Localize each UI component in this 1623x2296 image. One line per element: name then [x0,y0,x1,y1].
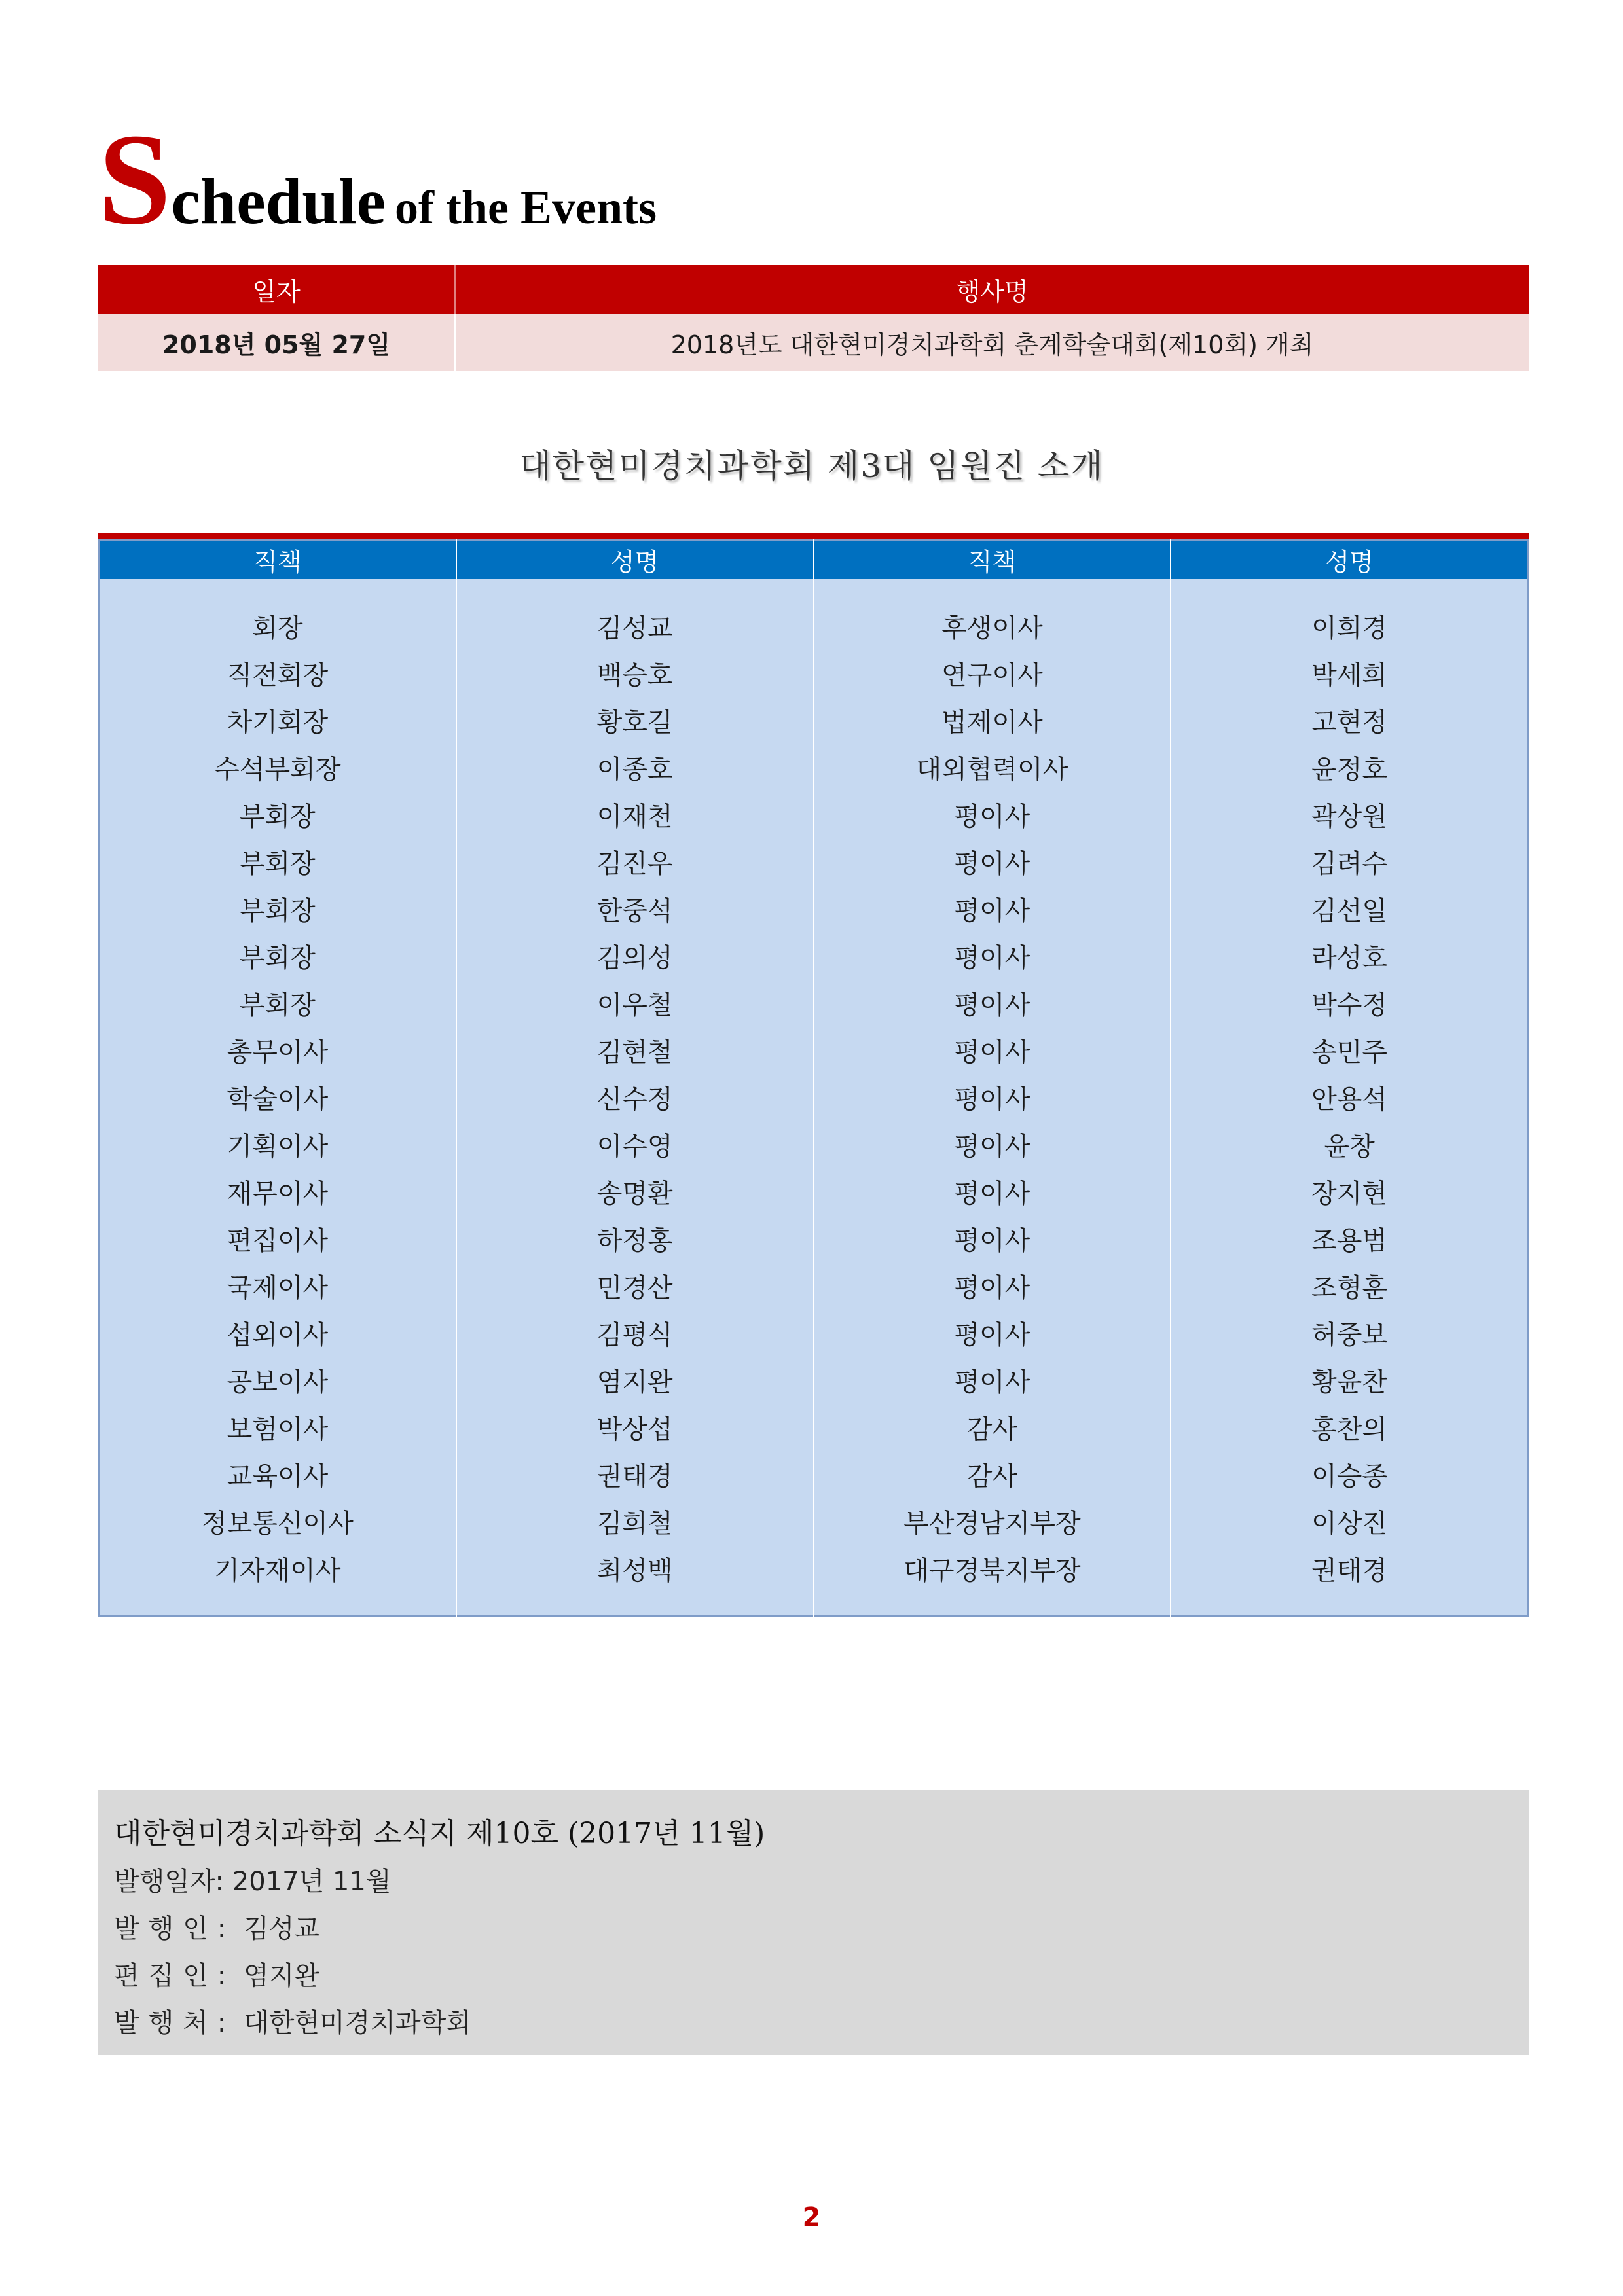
officer-name-1-cell: 김현철 [456,1026,814,1073]
officer-position-1-cell: 부회장 [99,838,456,885]
issue-date-label: 발행일자: [114,1867,225,1897]
publisher-value: 김성교 [244,1914,320,1944]
table-row [99,1168,1528,1215]
officer-position-1-cell: 회장 [99,602,456,649]
officer-position-2-cell: 평이사 [814,791,1171,838]
officer-name-2-cell: 이상진 [1171,1498,1528,1545]
officer-position-1-cell: 학술이사 [99,1073,456,1121]
officer-name-1-cell: 이수영 [456,1121,814,1168]
officer-name-1-cell: 황호길 [456,696,814,744]
officer-name-2-cell: 박세희 [1171,649,1528,696]
officer-position-2-cell: 부산경남지부장 [814,1498,1171,1545]
officer-position-2-cell: 평이사 [814,1121,1171,1168]
table-row [99,1121,1528,1168]
officer-name-2-cell: 이승종 [1171,1450,1528,1498]
schedule-header-date: 일자 [98,265,455,314]
officer-position-1-cell: 수석부회장 [99,744,456,791]
officer-position-1-cell: 섭외이사 [99,1309,456,1356]
officer-position-2-cell: 평이사 [814,1026,1171,1073]
officer-name-1-cell: 김희철 [456,1498,814,1545]
officer-position-2-cell: 연구이사 [814,649,1171,696]
table-row [99,1403,1528,1450]
publisher-label: 발행인: [114,1914,236,1944]
editor-value: 염지완 [244,1961,320,1991]
officer-name-1-cell: 김성교 [456,602,814,649]
heading-initial: S [98,107,172,252]
officer-position-1-cell: 정보통신이사 [99,1498,456,1545]
table-row [99,1545,1528,1592]
schedule-header-event: 행사명 [455,265,1529,314]
officer-name-1-cell: 김진우 [456,838,814,885]
officer-position-2-cell: 평이사 [814,1309,1171,1356]
issue-date-row [114,1861,391,1898]
table-row [99,838,1528,885]
officer-name-2-cell: 고현정 [1171,696,1528,744]
officer-name-1-cell: 백승호 [456,649,814,696]
officer-name-2-cell: 권태경 [1171,1545,1528,1592]
officer-name-1-cell: 이재천 [456,791,814,838]
officer-position-1-cell: 부회장 [99,791,456,838]
officer-position-1-cell: 부회장 [99,979,456,1026]
officer-name-2-cell: 황윤찬 [1171,1356,1528,1403]
officer-name-2-cell: 라성호 [1171,932,1528,979]
officer-position-1-cell: 편집이사 [99,1215,456,1262]
editor-row [114,1955,319,1992]
officer-position-1-cell: 재무이사 [99,1168,456,1215]
table-row [99,602,1528,649]
officer-position-1-cell: 교육이사 [99,1450,456,1498]
officer-position-2-cell: 평이사 [814,1168,1171,1215]
officer-name-1-cell: 염지완 [456,1356,814,1403]
heading-word: chedule [171,165,386,238]
newsletter-title: 대한현미경치과학회 소식지 제10호 (2017년 11월) [114,1817,765,1850]
officer-position-1-cell: 직전회장 [99,649,456,696]
table-row [99,1309,1528,1356]
officer-name-1-cell: 신수정 [456,1073,814,1121]
officer-name-2-cell: 장지현 [1171,1168,1528,1215]
officer-name-1-cell: 한중석 [456,885,814,932]
officer-name-1-cell: 하정홍 [456,1215,814,1262]
officer-name-1-cell: 김평식 [456,1309,814,1356]
officer-position-1-cell: 부회장 [99,885,456,932]
officer-position-1-cell: 기획이사 [99,1121,456,1168]
table-row [99,696,1528,744]
officer-name-2-cell: 윤정호 [1171,744,1528,791]
officer-position-2-cell: 평이사 [814,979,1171,1026]
issue-date-value: 2017년 11월 [232,1867,392,1897]
officer-name-1-cell: 최성백 [456,1545,814,1592]
editor-label: 편집인: [114,1961,236,1991]
officer-position-2-cell: 평이사 [814,932,1171,979]
officer-position-2-cell: 평이사 [814,1073,1171,1121]
officer-position-1-cell: 기자재이사 [99,1545,456,1592]
table-row [99,1026,1528,1073]
table-row [99,1073,1528,1121]
officer-name-1-cell: 권태경 [456,1450,814,1498]
officer-name-2-cell: 김려수 [1171,838,1528,885]
officer-name-2-cell: 송민주 [1171,1026,1528,1073]
officer-position-1-cell: 국제이사 [99,1262,456,1309]
officer-name-1-cell: 김의성 [456,932,814,979]
officer-position-2-cell: 평이사 [814,1262,1171,1309]
officer-name-1-cell: 이종호 [456,744,814,791]
officer-name-1-cell: 송명환 [456,1168,814,1215]
schedule-event: 2018년도 대한현미경치과학회 춘계학술대회(제10회) 개최 [455,314,1529,371]
officer-position-2-cell: 감사 [814,1450,1171,1498]
table-row [98,314,1529,371]
table-row [99,932,1528,979]
officer-name-2-cell: 조용범 [1171,1215,1528,1262]
officer-name-1-cell: 이우철 [456,979,814,1026]
officers-body [99,579,1528,1616]
table-row [99,979,1528,1026]
schedule-date: 2018년 05월 27일 [98,314,455,371]
board-accent-bar [98,533,1529,539]
newsletter-info-box [98,1790,1529,2055]
officers-header-position-2: 직책 [814,540,1171,579]
officer-name-2-cell: 조형훈 [1171,1262,1528,1309]
page-number: 2 [802,2202,821,2233]
officer-position-1-cell: 총무이사 [99,1026,456,1073]
officer-position-2-cell: 후생이사 [814,602,1171,649]
officers-table [98,539,1529,1617]
officer-name-1-cell: 민경산 [456,1262,814,1309]
officer-position-2-cell: 감사 [814,1403,1171,1450]
officers-header-name-1: 성명 [456,540,814,579]
office-value: 대한현미경치과학회 [244,2008,471,2038]
officer-name-2-cell: 홍찬의 [1171,1403,1528,1450]
officer-name-2-cell: 곽상원 [1171,791,1528,838]
officer-position-1-cell: 보험이사 [99,1403,456,1450]
office-label: 발행처: [114,2008,236,2038]
officer-name-2-cell: 허중보 [1171,1309,1528,1356]
table-row [99,791,1528,838]
officer-name-2-cell: 윤창 [1171,1121,1528,1168]
officer-position-2-cell: 평이사 [814,1356,1171,1403]
officer-name-1-cell: 박상섭 [456,1403,814,1450]
officer-position-2-cell: 평이사 [814,1215,1171,1262]
officer-name-2-cell: 박수정 [1171,979,1528,1026]
officer-position-2-cell: 대구경북지부장 [814,1545,1171,1592]
table-row [99,885,1528,932]
officer-position-1-cell: 차기회장 [99,696,456,744]
table-row [99,1215,1528,1262]
board-title: 대한현미경치과학회 제3대 임원진 소개 [519,447,1104,485]
table-row [99,744,1528,791]
heading-subtitle: of the Events [395,181,657,234]
page-heading [98,107,657,252]
officer-position-1-cell: 부회장 [99,932,456,979]
table-row [99,1356,1528,1403]
officer-name-2-cell: 김선일 [1171,885,1528,932]
officer-name-2-cell: 안용석 [1171,1073,1528,1121]
officer-position-2-cell: 평이사 [814,838,1171,885]
officer-position-1-cell: 공보이사 [99,1356,456,1403]
officers-header-name-2: 성명 [1171,540,1528,579]
officers-header-position-1: 직책 [99,540,456,579]
table-row [99,1262,1528,1309]
officer-name-2-cell: 이희경 [1171,602,1528,649]
schedule-table [98,265,1529,371]
publisher-row [114,1908,319,1945]
office-row [114,2002,471,2039]
table-row [99,649,1528,696]
table-row [99,1498,1528,1545]
officer-position-2-cell: 대외협력이사 [814,744,1171,791]
table-row [99,1450,1528,1498]
officer-position-2-cell: 법제이사 [814,696,1171,744]
officer-position-2-cell: 평이사 [814,885,1171,932]
